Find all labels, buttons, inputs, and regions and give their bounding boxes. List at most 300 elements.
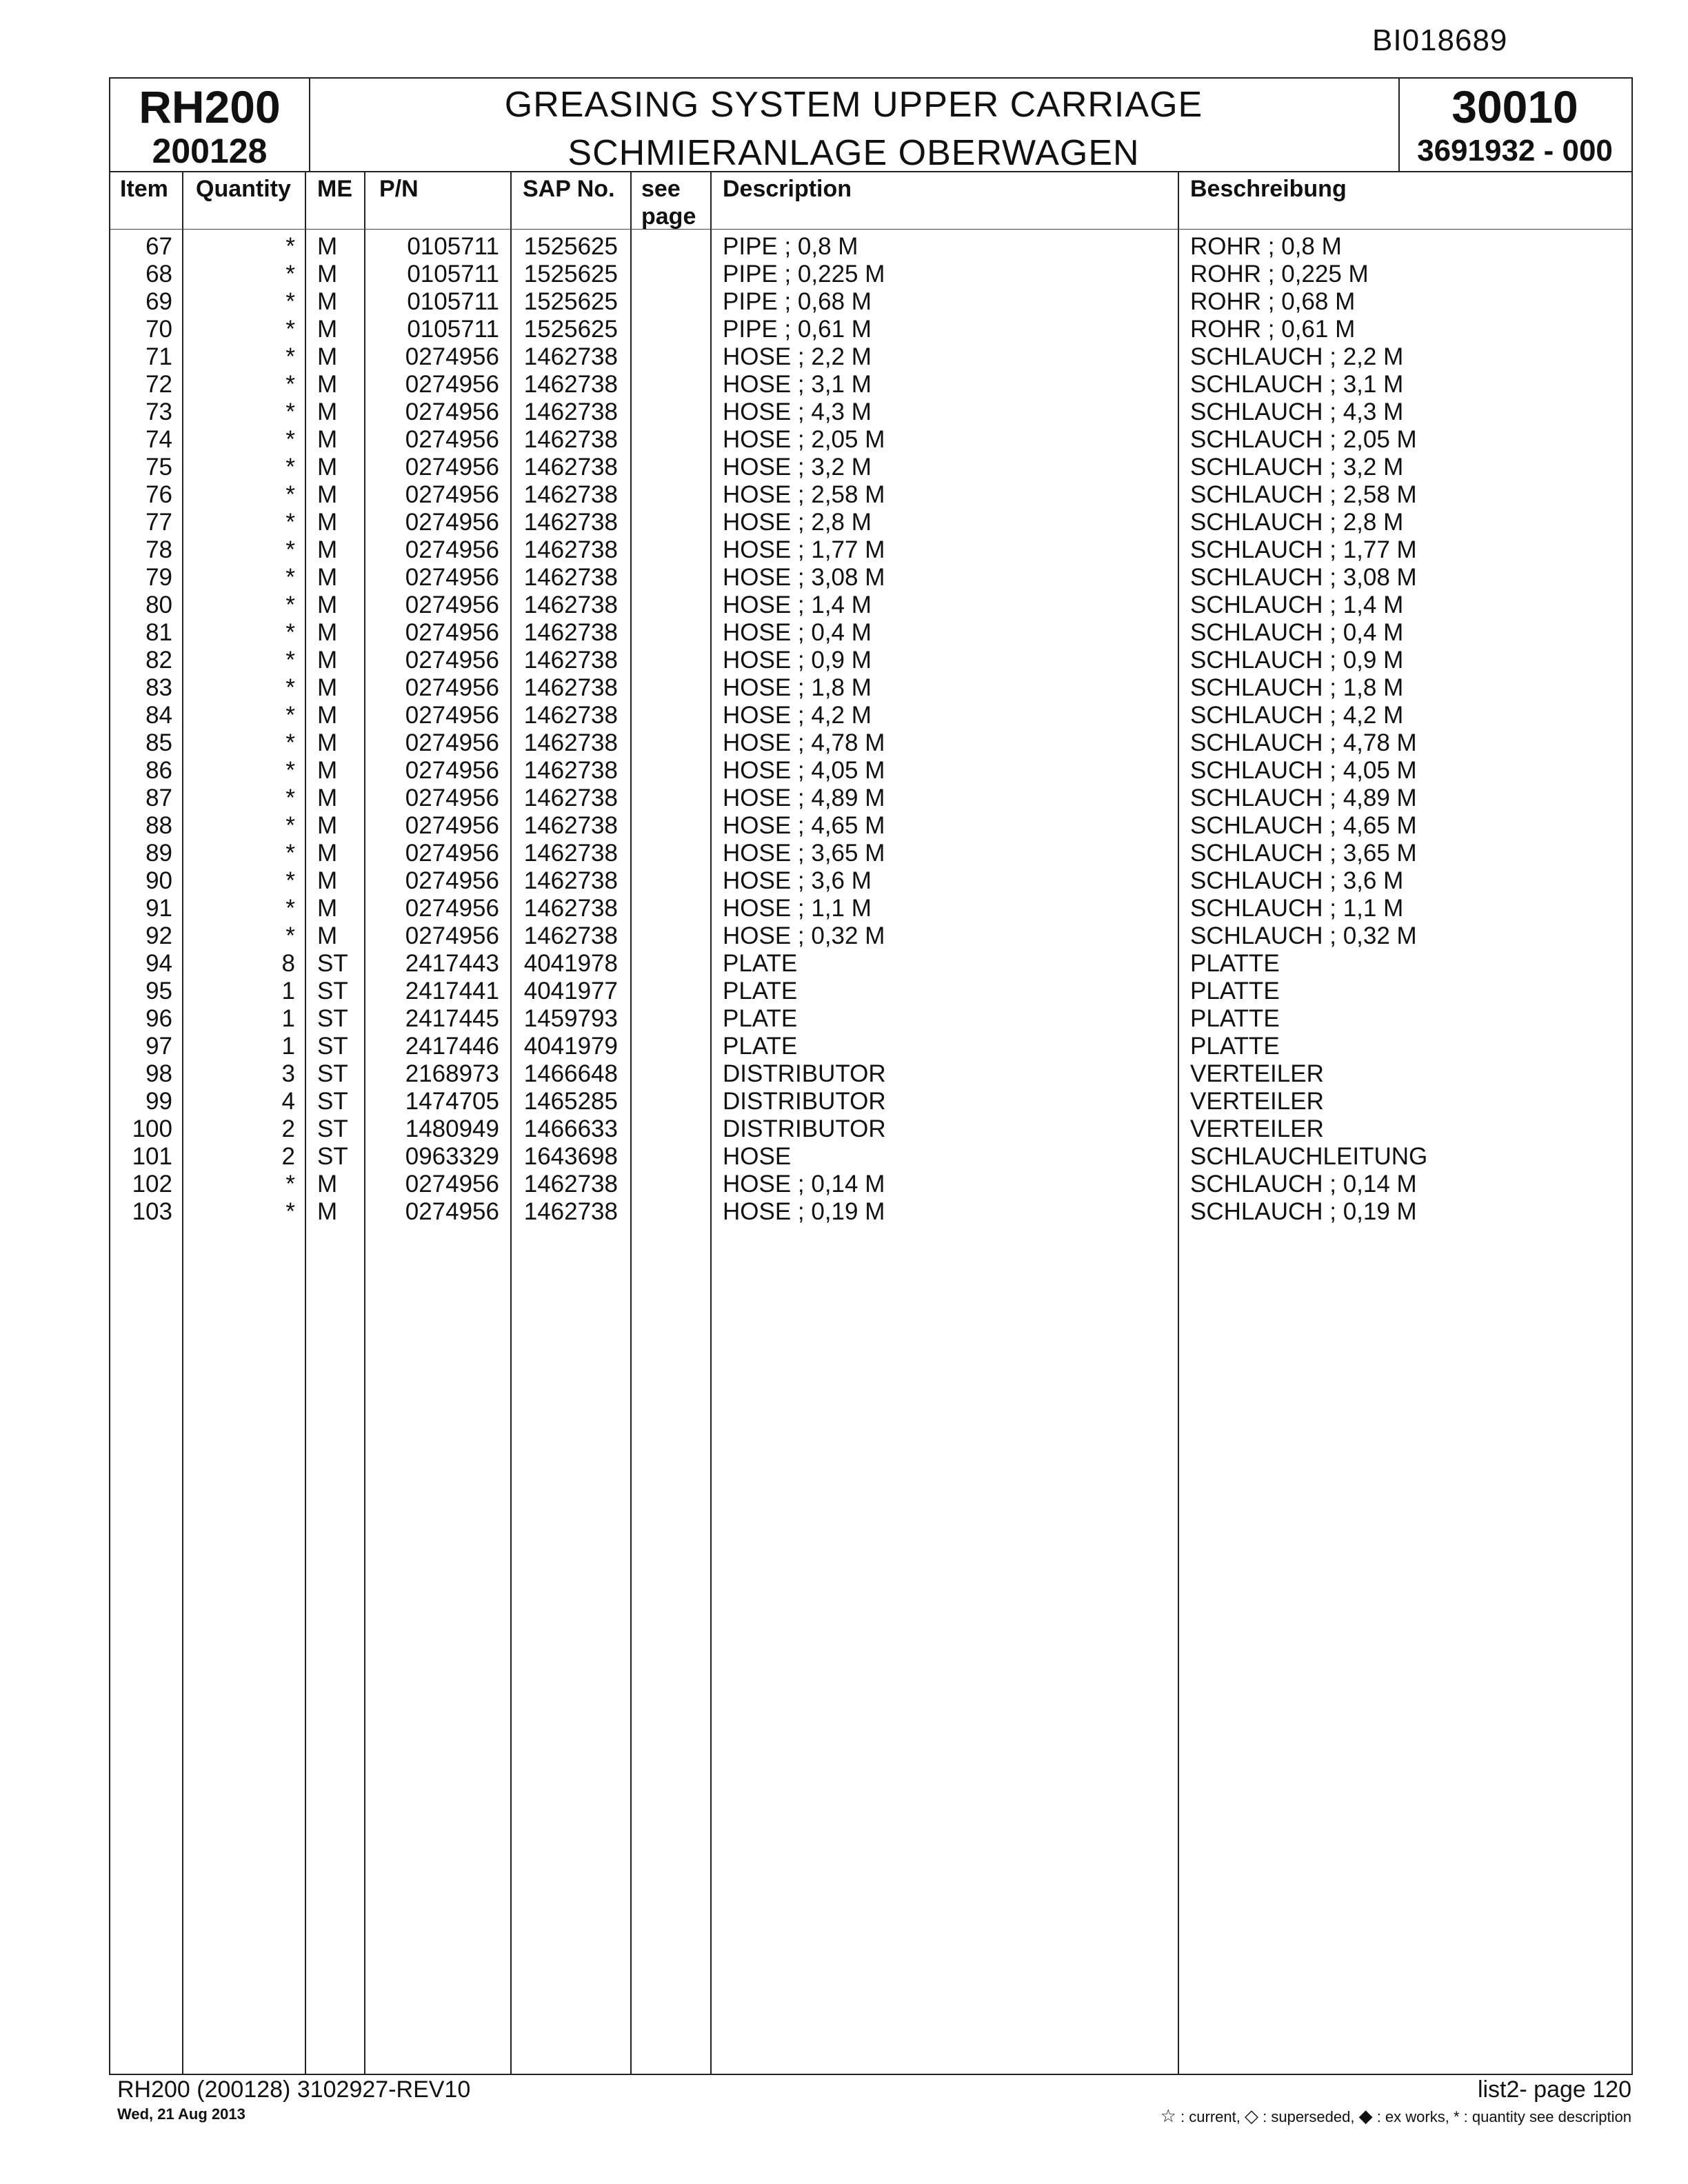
cell-beschreibung: SCHLAUCH ; 4,3 M bbox=[1190, 398, 1404, 425]
cell-beschreibung: SCHLAUCH ; 1,4 M bbox=[1190, 592, 1404, 618]
cell-me: ST bbox=[317, 1143, 348, 1170]
cell-me: M bbox=[317, 702, 338, 729]
table-row bbox=[110, 371, 1631, 398]
cell-sap: 1462738 bbox=[523, 426, 618, 453]
cell-sap: 1462738 bbox=[523, 343, 618, 370]
cell-me: M bbox=[317, 316, 338, 343]
cell-description: HOSE ; 2,05 M bbox=[723, 426, 885, 453]
cell-item: 88 bbox=[145, 812, 172, 839]
cell-beschreibung: SCHLAUCH ; 4,65 M bbox=[1190, 812, 1417, 839]
cell-me: M bbox=[317, 1171, 338, 1197]
column-header-pn: P/N bbox=[379, 176, 419, 202]
cell-sap: 1462738 bbox=[523, 757, 618, 784]
cell-sap: 1462738 bbox=[523, 867, 618, 894]
cell-description: HOSE ; 3,2 M bbox=[723, 454, 872, 481]
cell-quantity: * bbox=[285, 261, 295, 287]
cell-item: 91 bbox=[145, 895, 172, 922]
cell-beschreibung: VERTEILER bbox=[1190, 1060, 1324, 1087]
cell-item: 95 bbox=[145, 978, 172, 1004]
table-row bbox=[110, 702, 1631, 729]
cell-pn: 0274956 bbox=[405, 564, 499, 591]
parts-table bbox=[109, 172, 1633, 2075]
cell-beschreibung: SCHLAUCH ; 2,05 M bbox=[1190, 426, 1417, 453]
footer-legend bbox=[1160, 2105, 1631, 2127]
cell-quantity: * bbox=[285, 398, 295, 425]
table-row bbox=[110, 1005, 1631, 1033]
cell-pn: 0274956 bbox=[405, 922, 499, 949]
cell-quantity: * bbox=[285, 316, 295, 343]
cell-description: HOSE ; 2,58 M bbox=[723, 481, 885, 508]
table-row bbox=[110, 592, 1631, 619]
cell-pn: 0274956 bbox=[405, 426, 499, 453]
column-header-me: ME bbox=[317, 176, 352, 202]
cell-description: HOSE ; 3,1 M bbox=[723, 371, 872, 398]
cell-me: M bbox=[317, 729, 338, 756]
cell-quantity: 1 bbox=[281, 1005, 295, 1032]
cell-item: 92 bbox=[145, 922, 172, 949]
cell-quantity: * bbox=[285, 343, 295, 370]
cell-description: PLATE bbox=[723, 1033, 798, 1060]
table-row bbox=[110, 950, 1631, 978]
cell-item: 98 bbox=[145, 1060, 172, 1087]
cell-pn: 1474705 bbox=[405, 1088, 499, 1115]
cell-me: ST bbox=[317, 1115, 348, 1142]
cell-pn: 0963329 bbox=[405, 1143, 499, 1170]
cell-beschreibung: SCHLAUCH ; 3,2 M bbox=[1190, 454, 1404, 481]
cell-sap: 1525625 bbox=[523, 261, 618, 287]
cell-pn: 0274956 bbox=[405, 371, 499, 398]
cell-quantity: * bbox=[285, 1198, 295, 1225]
cell-me: M bbox=[317, 536, 338, 563]
cell-pn: 1480949 bbox=[405, 1115, 499, 1142]
cell-item: 68 bbox=[145, 261, 172, 287]
cell-quantity: * bbox=[285, 592, 295, 618]
cell-item: 75 bbox=[145, 454, 172, 481]
cell-beschreibung: SCHLAUCH ; 4,89 M bbox=[1190, 785, 1417, 811]
cell-me: ST bbox=[317, 1005, 348, 1032]
table-row bbox=[110, 426, 1631, 454]
cell-item: 80 bbox=[145, 592, 172, 618]
table-row bbox=[110, 647, 1631, 674]
cell-item: 97 bbox=[145, 1033, 172, 1060]
cell-item: 89 bbox=[145, 840, 172, 867]
cell-sap: 1462738 bbox=[523, 702, 618, 729]
cell-item: 79 bbox=[145, 564, 172, 591]
cell-item: 90 bbox=[145, 867, 172, 894]
cell-quantity: * bbox=[285, 757, 295, 784]
footer-doc-ref: RH200 (200128) 3102927-REV10 bbox=[117, 2076, 471, 2103]
table-row bbox=[110, 481, 1631, 509]
table-row bbox=[110, 1143, 1631, 1171]
column-header-beschreibung: Beschreibung bbox=[1190, 176, 1347, 202]
cell-me: M bbox=[317, 757, 338, 784]
cell-item: 73 bbox=[145, 398, 172, 425]
table-row bbox=[110, 233, 1631, 261]
table-row bbox=[110, 674, 1631, 702]
cell-item: 70 bbox=[145, 316, 172, 343]
cell-description: HOSE ; 3,08 M bbox=[723, 564, 885, 591]
cell-description: PIPE ; 0,225 M bbox=[723, 261, 885, 287]
cell-item: 72 bbox=[145, 371, 172, 398]
cell-pn: 0274956 bbox=[405, 1198, 499, 1225]
cell-me: M bbox=[317, 895, 338, 922]
cell-pn: 0274956 bbox=[405, 895, 499, 922]
cell-me: ST bbox=[317, 1060, 348, 1087]
cell-pn: 0274956 bbox=[405, 619, 499, 646]
cell-beschreibung: PLATTE bbox=[1190, 1033, 1280, 1060]
cell-me: M bbox=[317, 812, 338, 839]
cell-beschreibung: PLATTE bbox=[1190, 950, 1280, 977]
cell-quantity: * bbox=[285, 785, 295, 811]
cell-pn: 2417445 bbox=[405, 1005, 499, 1032]
legend-quantity: * : quantity see description bbox=[1453, 2108, 1631, 2125]
table-row bbox=[110, 1115, 1631, 1143]
diamond-filled-icon: ◆ bbox=[1358, 2105, 1373, 2126]
cell-description: HOSE ; 4,65 M bbox=[723, 812, 885, 839]
cell-sap: 1462738 bbox=[523, 536, 618, 563]
cell-description: HOSE bbox=[723, 1143, 792, 1170]
cell-me: M bbox=[317, 674, 338, 701]
cell-sap: 1459793 bbox=[523, 1005, 618, 1032]
cell-sap: 1525625 bbox=[523, 288, 618, 315]
cell-item: 85 bbox=[145, 729, 172, 756]
cell-sap: 1462738 bbox=[523, 785, 618, 811]
cell-beschreibung: SCHLAUCH ; 1,1 M bbox=[1190, 895, 1404, 922]
cell-description: HOSE ; 1,77 M bbox=[723, 536, 885, 563]
title-cell bbox=[309, 79, 1400, 171]
document-id: BI018689 bbox=[1372, 23, 1508, 57]
cell-pn: 0274956 bbox=[405, 536, 499, 563]
column-header-see: see bbox=[641, 176, 681, 202]
cell-item: 76 bbox=[145, 481, 172, 508]
cell-item: 83 bbox=[145, 674, 172, 701]
cell-me: ST bbox=[317, 978, 348, 1004]
cell-description: HOSE ; 2,2 M bbox=[723, 343, 872, 370]
cell-pn: 0274956 bbox=[405, 509, 499, 536]
cell-me: M bbox=[317, 647, 338, 674]
column-header-see-page bbox=[641, 175, 696, 230]
cell-pn: 0274956 bbox=[405, 812, 499, 839]
table-row bbox=[110, 288, 1631, 316]
cell-quantity: * bbox=[285, 922, 295, 949]
cell-description: HOSE ; 1,4 M bbox=[723, 592, 872, 618]
cell-sap: 1462738 bbox=[523, 840, 618, 867]
cell-me: M bbox=[317, 592, 338, 618]
cell-description: PIPE ; 0,68 M bbox=[723, 288, 872, 315]
table-row bbox=[110, 895, 1631, 922]
cell-beschreibung: SCHLAUCH ; 0,32 M bbox=[1190, 922, 1417, 949]
cell-quantity: * bbox=[285, 840, 295, 867]
cell-pn: 0274956 bbox=[405, 840, 499, 867]
table-row bbox=[110, 840, 1631, 867]
cell-description: HOSE ; 4,78 M bbox=[723, 729, 885, 756]
cell-beschreibung: SCHLAUCH ; 0,9 M bbox=[1190, 647, 1404, 674]
table-row bbox=[110, 398, 1631, 426]
cell-beschreibung: SCHLAUCH ; 0,14 M bbox=[1190, 1171, 1417, 1197]
cell-beschreibung: SCHLAUCH ; 2,8 M bbox=[1190, 509, 1404, 536]
cell-beschreibung: SCHLAUCH ; 4,2 M bbox=[1190, 702, 1404, 729]
cell-quantity: * bbox=[285, 536, 295, 563]
cell-me: ST bbox=[317, 950, 348, 977]
cell-sap: 1462738 bbox=[523, 1171, 618, 1197]
table-row bbox=[110, 316, 1631, 343]
cell-pn: 0274956 bbox=[405, 592, 499, 618]
cell-pn: 0274956 bbox=[405, 481, 499, 508]
cell-beschreibung: SCHLAUCH ; 4,05 M bbox=[1190, 757, 1417, 784]
cell-sap: 1462738 bbox=[523, 674, 618, 701]
table-row bbox=[110, 1171, 1631, 1198]
cell-pn: 0274956 bbox=[405, 674, 499, 701]
cell-sap: 1462738 bbox=[523, 592, 618, 618]
table-row bbox=[110, 619, 1631, 647]
cell-beschreibung: SCHLAUCH ; 2,2 M bbox=[1190, 343, 1404, 370]
cell-me: M bbox=[317, 398, 338, 425]
cell-pn: 0274956 bbox=[405, 343, 499, 370]
cell-pn: 2417446 bbox=[405, 1033, 499, 1060]
cell-item: 99 bbox=[145, 1088, 172, 1115]
cell-description: HOSE ; 4,2 M bbox=[723, 702, 872, 729]
cell-sap: 1462738 bbox=[523, 729, 618, 756]
cell-me: M bbox=[317, 922, 338, 949]
cell-description: HOSE ; 3,65 M bbox=[723, 840, 885, 867]
cell-me: M bbox=[317, 509, 338, 536]
cell-pn: 0274956 bbox=[405, 1171, 499, 1197]
cell-description: HOSE ; 4,3 M bbox=[723, 398, 872, 425]
cell-quantity: * bbox=[285, 481, 295, 508]
cell-sap: 1462738 bbox=[523, 619, 618, 646]
cell-beschreibung: ROHR ; 0,61 M bbox=[1190, 316, 1356, 343]
table-row bbox=[110, 785, 1631, 812]
cell-pn: 0274956 bbox=[405, 454, 499, 481]
cell-quantity: * bbox=[285, 1171, 295, 1197]
cell-quantity: * bbox=[285, 647, 295, 674]
cell-beschreibung: SCHLAUCH ; 3,65 M bbox=[1190, 840, 1417, 867]
cell-quantity: 8 bbox=[281, 950, 295, 977]
cell-sap: 1462738 bbox=[523, 1198, 618, 1225]
cell-sap: 4041977 bbox=[523, 978, 618, 1004]
cell-sap: 4041978 bbox=[523, 950, 618, 977]
cell-pn: 0105711 bbox=[407, 233, 499, 260]
group-cell bbox=[1398, 79, 1631, 171]
cell-item: 100 bbox=[132, 1115, 172, 1142]
cell-item: 81 bbox=[145, 619, 172, 646]
cell-sap: 1462738 bbox=[523, 564, 618, 591]
cell-description: HOSE ; 0,4 M bbox=[723, 619, 872, 646]
cell-quantity: * bbox=[285, 288, 295, 315]
cell-beschreibung: SCHLAUCH ; 0,4 M bbox=[1190, 619, 1404, 646]
cell-item: 86 bbox=[145, 757, 172, 784]
cell-quantity: 1 bbox=[281, 978, 295, 1004]
cell-description: HOSE ; 0,19 M bbox=[723, 1198, 885, 1225]
cell-quantity: 4 bbox=[281, 1088, 295, 1115]
cell-me: M bbox=[317, 371, 338, 398]
cell-me: ST bbox=[317, 1033, 348, 1060]
cell-beschreibung: SCHLAUCH ; 3,6 M bbox=[1190, 867, 1404, 894]
cell-beschreibung: SCHLAUCH ; 1,8 M bbox=[1190, 674, 1404, 701]
cell-beschreibung: SCHLAUCH ; 4,78 M bbox=[1190, 729, 1417, 756]
cell-beschreibung: SCHLAUCH ; 3,08 M bbox=[1190, 564, 1417, 591]
cell-quantity: * bbox=[285, 702, 295, 729]
cell-item: 84 bbox=[145, 702, 172, 729]
legend-ex-works: : ex works, bbox=[1376, 2108, 1449, 2125]
column-header-quantity: Quantity bbox=[196, 176, 291, 202]
cell-me: M bbox=[317, 867, 338, 894]
cell-me: M bbox=[317, 619, 338, 646]
table-row bbox=[110, 454, 1631, 481]
group-number: 30010 bbox=[1451, 81, 1578, 132]
cell-description: HOSE ; 1,8 M bbox=[723, 674, 872, 701]
cell-item: 78 bbox=[145, 536, 172, 563]
model-name: RH200 bbox=[139, 81, 281, 132]
cell-beschreibung: SCHLAUCH ; 0,19 M bbox=[1190, 1198, 1417, 1225]
table-row bbox=[110, 343, 1631, 371]
cell-me: M bbox=[317, 1198, 338, 1225]
cell-pn: 0105711 bbox=[407, 316, 499, 343]
cell-beschreibung: SCHLAUCH ; 1,77 M bbox=[1190, 536, 1417, 563]
cell-me: M bbox=[317, 454, 338, 481]
cell-me: M bbox=[317, 426, 338, 453]
cell-item: 96 bbox=[145, 1005, 172, 1032]
cell-quantity: * bbox=[285, 619, 295, 646]
cell-pn: 0274956 bbox=[405, 702, 499, 729]
cell-quantity: * bbox=[285, 454, 295, 481]
cell-pn: 0105711 bbox=[407, 261, 499, 287]
title-english: GREASING SYSTEM UPPER CARRIAGE bbox=[504, 85, 1203, 125]
cell-description: HOSE ; 0,9 M bbox=[723, 647, 872, 674]
footer-date: Wed, 21 Aug 2013 bbox=[117, 2105, 245, 2123]
cell-item: 69 bbox=[145, 288, 172, 315]
cell-pn: 2417441 bbox=[405, 978, 499, 1004]
cell-item: 101 bbox=[132, 1143, 172, 1170]
cell-me: ST bbox=[317, 1088, 348, 1115]
cell-description: HOSE ; 1,1 M bbox=[723, 895, 872, 922]
cell-sap: 1466633 bbox=[523, 1115, 618, 1142]
cell-sap: 1462738 bbox=[523, 812, 618, 839]
table-row bbox=[110, 867, 1631, 895]
table-row bbox=[110, 812, 1631, 840]
table-row bbox=[110, 536, 1631, 564]
legend-superseded: : superseded, bbox=[1263, 2108, 1355, 2125]
cell-description: PIPE ; 0,61 M bbox=[723, 316, 872, 343]
cell-quantity: * bbox=[285, 426, 295, 453]
cell-beschreibung: PLATTE bbox=[1190, 978, 1280, 1004]
cell-quantity: * bbox=[285, 233, 295, 260]
cell-sap: 1462738 bbox=[523, 371, 618, 398]
cell-item: 87 bbox=[145, 785, 172, 811]
cell-beschreibung: PLATTE bbox=[1190, 1005, 1280, 1032]
table-row bbox=[110, 729, 1631, 757]
cell-description: DISTRIBUTOR bbox=[723, 1115, 886, 1142]
cell-description: HOSE ; 3,6 M bbox=[723, 867, 872, 894]
cell-pn: 0274956 bbox=[405, 757, 499, 784]
cell-sap: 1643698 bbox=[523, 1143, 618, 1170]
cell-description: HOSE ; 0,32 M bbox=[723, 922, 885, 949]
cell-item: 82 bbox=[145, 647, 172, 674]
cell-sap: 1462738 bbox=[523, 509, 618, 536]
table-row bbox=[110, 261, 1631, 288]
cell-sap: 1462738 bbox=[523, 895, 618, 922]
cell-quantity: * bbox=[285, 812, 295, 839]
cell-sap: 1465285 bbox=[523, 1088, 618, 1115]
cell-pn: 2168973 bbox=[405, 1060, 499, 1087]
cell-beschreibung: SCHLAUCH ; 3,1 M bbox=[1190, 371, 1404, 398]
cell-quantity: * bbox=[285, 674, 295, 701]
cell-me: M bbox=[317, 343, 338, 370]
cell-beschreibung: VERTEILER bbox=[1190, 1115, 1324, 1142]
table-row bbox=[110, 922, 1631, 950]
cell-description: HOSE ; 4,05 M bbox=[723, 757, 885, 784]
cell-sap: 1525625 bbox=[523, 316, 618, 343]
cell-item: 94 bbox=[145, 950, 172, 977]
cell-beschreibung: SCHLAUCH ; 2,58 M bbox=[1190, 481, 1417, 508]
column-header-sap: SAP No. bbox=[523, 176, 615, 202]
table-row bbox=[110, 1033, 1631, 1060]
cell-me: M bbox=[317, 840, 338, 867]
document-number: 3691932 - 000 bbox=[1417, 134, 1613, 168]
cell-description: HOSE ; 4,89 M bbox=[723, 785, 885, 811]
cell-beschreibung: ROHR ; 0,8 M bbox=[1190, 233, 1342, 260]
cell-me: M bbox=[317, 785, 338, 811]
cell-description: PLATE bbox=[723, 978, 798, 1004]
cell-quantity: * bbox=[285, 895, 295, 922]
cell-me: M bbox=[317, 233, 338, 260]
header-rule bbox=[110, 229, 1631, 230]
legend-current: : current, bbox=[1180, 2108, 1240, 2125]
cell-sap: 4041979 bbox=[523, 1033, 618, 1060]
cell-item: 71 bbox=[145, 343, 172, 370]
cell-description: DISTRIBUTOR bbox=[723, 1088, 886, 1115]
cell-beschreibung: ROHR ; 0,68 M bbox=[1190, 288, 1356, 315]
cell-item: 103 bbox=[132, 1198, 172, 1225]
cell-quantity: * bbox=[285, 867, 295, 894]
cell-quantity: * bbox=[285, 729, 295, 756]
column-header-item: Item bbox=[120, 176, 168, 202]
table-row bbox=[110, 1198, 1631, 1226]
cell-item: 74 bbox=[145, 426, 172, 453]
cell-quantity: * bbox=[285, 509, 295, 536]
star-icon: ☆ bbox=[1160, 2105, 1176, 2126]
serial-number: 200128 bbox=[152, 132, 268, 170]
cell-item: 77 bbox=[145, 509, 172, 536]
cell-pn: 0105711 bbox=[407, 288, 499, 315]
cell-me: M bbox=[317, 481, 338, 508]
cell-description: HOSE ; 2,8 M bbox=[723, 509, 872, 536]
cell-me: M bbox=[317, 288, 338, 315]
cell-beschreibung: ROHR ; 0,225 M bbox=[1190, 261, 1369, 287]
cell-quantity: 2 bbox=[281, 1143, 295, 1170]
column-header-description: Description bbox=[723, 176, 852, 202]
table-row bbox=[110, 978, 1631, 1005]
cell-sap: 1462738 bbox=[523, 647, 618, 674]
model-cell bbox=[110, 79, 310, 171]
cell-item: 102 bbox=[132, 1171, 172, 1197]
cell-pn: 0274956 bbox=[405, 729, 499, 756]
footer-page: list2- page 120 bbox=[1477, 2076, 1631, 2103]
cell-pn: 0274956 bbox=[405, 398, 499, 425]
cell-me: M bbox=[317, 261, 338, 287]
cell-description: DISTRIBUTOR bbox=[723, 1060, 886, 1087]
table-row bbox=[110, 1060, 1631, 1088]
cell-quantity: 3 bbox=[281, 1060, 295, 1087]
cell-sap: 1525625 bbox=[523, 233, 618, 260]
cell-description: PIPE ; 0,8 M bbox=[723, 233, 858, 260]
cell-sap: 1462738 bbox=[523, 481, 618, 508]
cell-sap: 1462738 bbox=[523, 922, 618, 949]
cell-pn: 0274956 bbox=[405, 647, 499, 674]
cell-quantity: * bbox=[285, 564, 295, 591]
cell-sap: 1462738 bbox=[523, 398, 618, 425]
cell-description: PLATE bbox=[723, 950, 798, 977]
